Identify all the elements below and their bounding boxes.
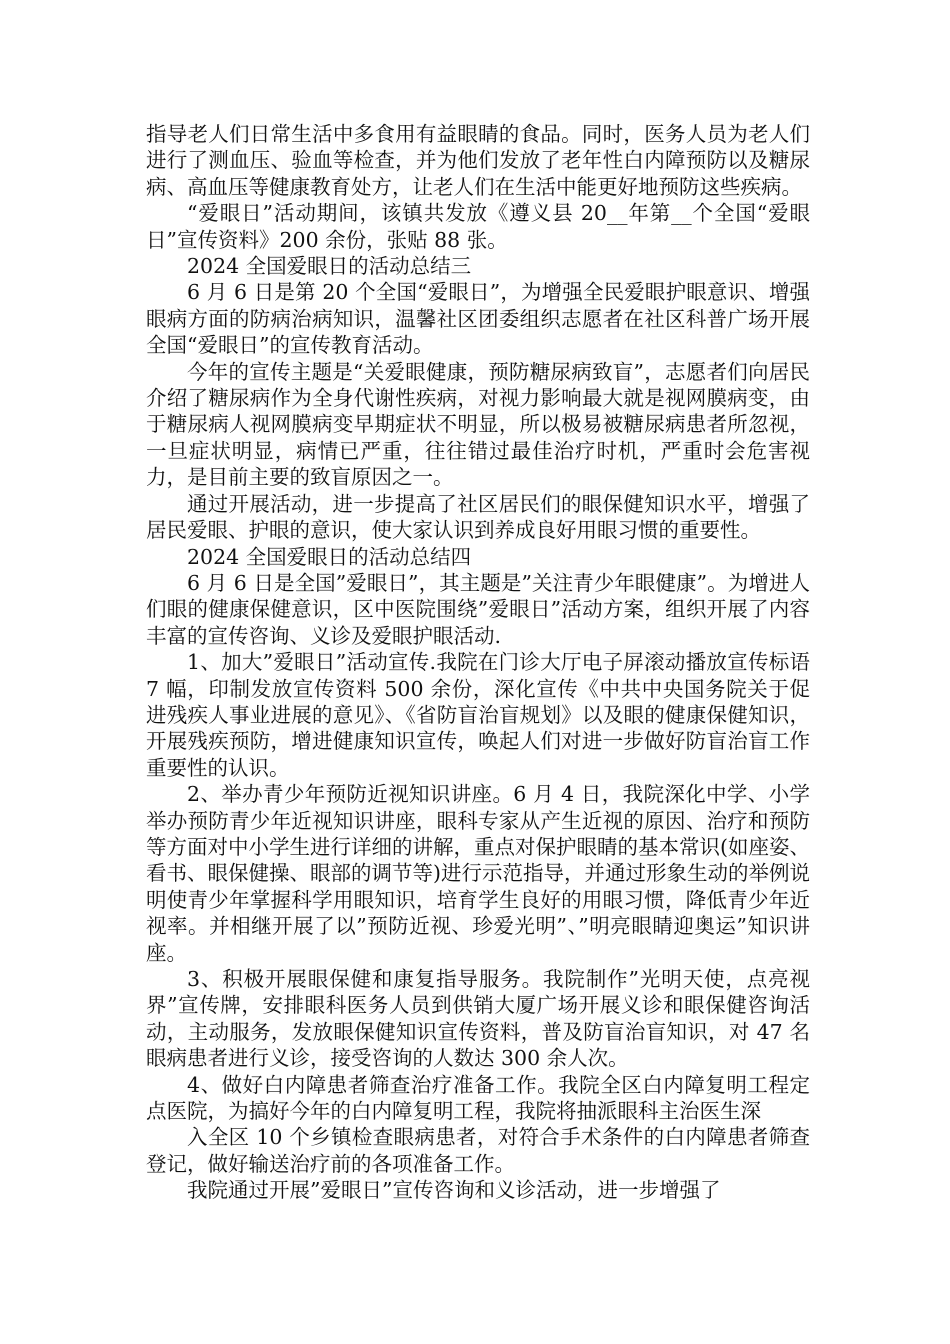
paragraph-item-publicity: 1、加大”爱眼日”活动宣传.我院在门诊大厅电子屏滚动播放宣传标语 7 幅，印制发放宣传资料 500 余份，深化宣传《中共中央国务院关于促进残疾人事业进展的意见》、《省防盲治盲规划》以及眼的健康保健知识，开展残疾预防，增进健康知识宣传，唤起人们对进一步做好防盲治盲工作重要性的认识。 [146,650,810,780]
paragraph-activity-result: 通过开展活动，进一步提高了社区居民们的眼保健知识水平，增强了居民爱眼、护眼的意识，使大家认识到养成良好用眼习惯的重要性。 [146,491,810,543]
paragraph-materials-distributed: “爱眼日”活动期间，该镇共发放《遵义县 20__年第__个全国“爱眼日”宣传资料》200 余份，张贴 88 张。 [146,201,810,252]
paragraph-youth-eye-health: 6 月 6 日是全国”爱眼日”，其主题是”关注青少年眼健康”。为增进人们眼的健康保健意识，区中医院围绕”爱眼日”活动方案，组织开展了内容丰富的宣传咨询、义诊及爱眼护眼活动. [146,570,810,648]
paragraph-diabetes-theme: 今年的宣传主题是“关爱眼健康，预防糖尿病致盲”，志愿者们向居民介绍了糖尿病作为全身代谢性疾病，对视力影响最大就是视网膜病变，由于糖尿病人视网膜病变早期症状不明显，所以极易被糖尿病患者所忽视，一旦症状明显，病情已严重，往往错过最佳治疗时机，严重时会危害视力，是目前主要的致盲原因之一。 [146,359,810,490]
section-heading-summary-three: 2024 全国爱眼日的活动总结三 [187,254,472,279]
paragraph-elderly-eye-care: 指导老人们日常生活中多食用有益眼睛的食品。同时，医务人员为老人们进行了测血压、验血等检查，并为他们发放了老年性白内障预防以及糖尿病、高血压等健康教育处方，让老人们在生活中能更好地预防这些疾病。 [146,122,810,199]
paragraph-item-cataract: 4、做好白内障患者筛查治疗准备工作。我院全区白内障复明工程定点医院，为搞好今年的白内障复明工程，我院将抽派眼科主治医生深 [146,1072,810,1124]
paragraph-eye-day-intro: 6 月 6 日是第 20 个全国“爱眼日”，为增强全民爱眼护眼意识、增强眼病方面的防病治病知识，温馨社区团委组织志愿者在社区科普广场开展全国“爱眼日”的宣传教育活动。 [146,280,810,358]
paragraph-conclusion: 我院通过开展”爱眼日”宣传咨询和义诊活动，进一步增强了 [187,1178,721,1203]
paragraph-item-consultation: 3、积极开展眼保健和康复指导服务。我院制作”光明天使，点亮视界”宣传牌，安排眼科医务人员到供销大厦广场开展义诊和眼保健咨询活动，主动服务，发放眼保健知识宣传资料，普及防盲治盲知识，对 47 名眼病患者进行义诊，接受咨询的人数达 300 余人次。 [146,967,810,1071]
section-heading-summary-four: 2024 全国爱眼日的活动总结四 [187,544,472,569]
document-page [146,121,810,1204]
paragraph-cataract-continued: 入全区 10 个乡镇检查眼病患者，对符合手术条件的白内障患者筛查登记，做好输送治疗前的各项准备工作。 [146,1125,810,1176]
paragraph-item-lectures: 2、举办青少年预防近视知识讲座。6 月 4 日，我院深化中学、小学举办预防青少年近视知识讲座，眼科专家从产生近视的原因、治疗和预防等方面对中小学生进行详细的讲解，重点对保护眼睛的基本常识(如座姿、看书、眼保健操、眼部的调节等)进行示范指导，并通过形象生动的举例说明使青少年掌握科学用眼知识，培育学生良好的用眼习惯，降低青少年近视率。并相继开展了以”预防近视、珍爱光明”、”明亮眼睛迎奥运”知识讲座。 [146,782,810,965]
